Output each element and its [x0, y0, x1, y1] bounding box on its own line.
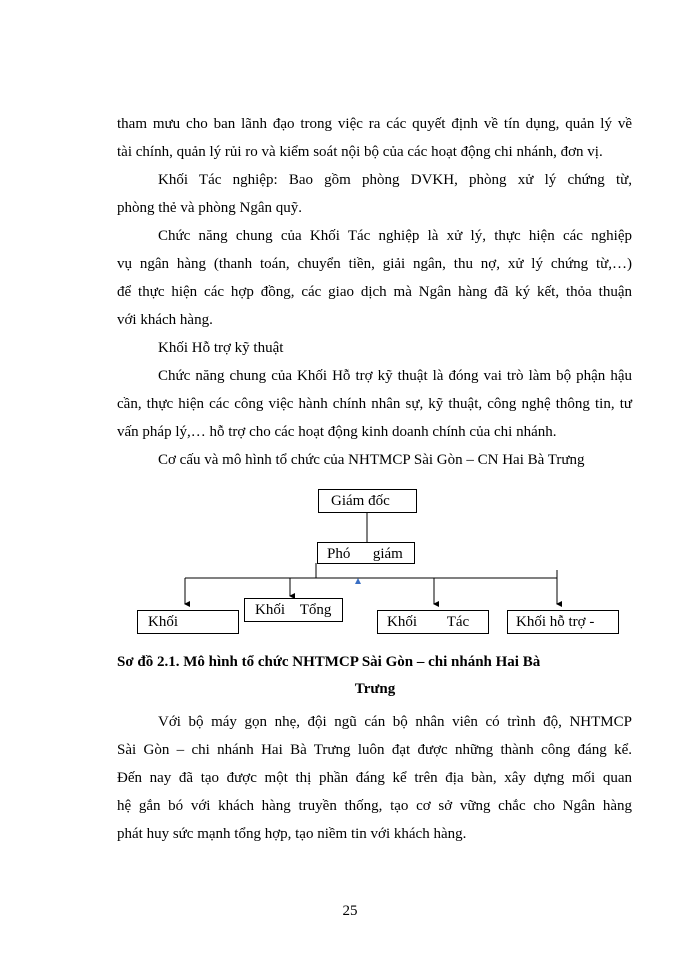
body-text-line: cần, thực hiện các công việc hành chính nhân sự, kỹ thuật, công nghệ thông tin, tư: [117, 396, 632, 412]
body-text-line: Với bộ máy gọn nhẹ, đội ngũ cán bộ nhân viên có trình độ, NHTMCP: [158, 714, 632, 730]
org-box-unit-3: Khối Tác: [377, 610, 489, 634]
body-text-line: phòng thẻ và phòng Ngân quỹ.: [117, 200, 302, 216]
body-text-line: Khối Hỗ trợ kỹ thuật: [158, 340, 284, 356]
body-text-line: Sài Gòn – chi nhánh Hai Bà Trưng luôn đạt được những thành công đáng kể.: [117, 742, 632, 758]
body-text-line: tài chính, quản lý rủi ro và kiểm soát nội bộ của các hoạt động chi nhánh, đơn vị.: [117, 144, 603, 160]
figure-caption-cont: Trưng: [354, 681, 396, 697]
body-text-line: Khối Tác nghiệp: Bao gồm phòng DVKH, phòng xử lý chứng từ,: [158, 172, 632, 188]
body-text-line: hệ gắn bó với khách hàng truyền thống, tạo cơ sở vững chắc cho Ngân hàng: [117, 798, 632, 814]
body-text-line: tham mưu cho ban lãnh đạo trong việc ra các quyết định về tín dụng, quản lý về: [117, 116, 632, 132]
body-text-line: vấn pháp lý,… hỗ trợ cho các hoạt động kinh doanh chính của chi nhánh.: [117, 424, 557, 440]
body-text-line: phát huy sức mạnh tổng hợp, tạo niềm tin với khách hàng.: [117, 826, 467, 842]
anchor-marker-icon: [355, 578, 361, 584]
body-text-line: Đến nay đã tạo được một thị phần đáng kể trên địa bàn, xây dựng mối quan: [117, 770, 632, 786]
org-box-director: Giám đốc: [318, 489, 417, 513]
body-text-line: để thực hiện các hợp đồng, các giao dịch mà Ngân hàng đã ký kết, thỏa thuận: [117, 284, 632, 300]
org-box-unit-4: Khối hỗ trợ -: [507, 610, 619, 634]
body-text-line: Chức năng chung của Khối Tác nghiệp là xử lý, thực hiện các nghiệp: [158, 228, 632, 244]
page-number: 25: [342, 903, 358, 919]
body-text-line: với khách hàng.: [117, 312, 213, 328]
body-text-line: Chức năng chung của Khối Hỗ trợ kỹ thuật là đóng vai trò làm bộ phận hậu: [158, 368, 632, 384]
figure-caption: Sơ đồ 2.1. Mô hình tổ chức NHTMCP Sài Gòn – chi nhánh Hai Bà: [117, 654, 541, 670]
body-text-line: Cơ cấu và mô hình tổ chức của NHTMCP Sài Gòn – CN Hai Bà Trưng: [158, 452, 585, 468]
org-box-unit-2: Khối Tổng: [244, 598, 343, 622]
body-text-line: vụ ngân hàng (thanh toán, chuyển tiền, giải ngân, thu nợ, xử lý chứng từ,…): [117, 256, 632, 272]
org-box-unit-1: Khối: [137, 610, 239, 634]
org-box-deputy: Phó giám: [317, 542, 415, 564]
